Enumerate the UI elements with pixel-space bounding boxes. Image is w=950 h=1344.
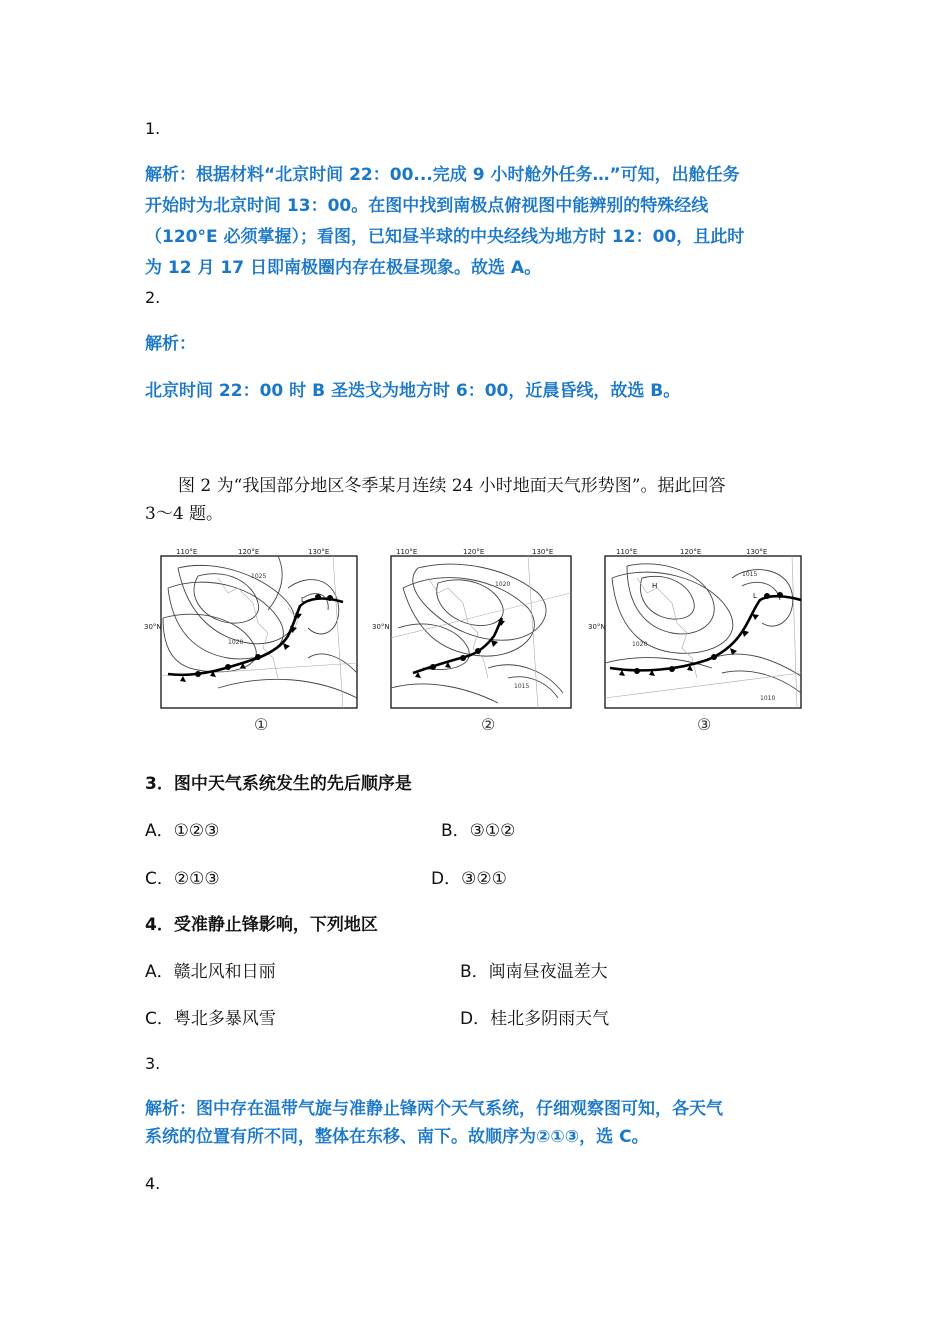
- a3-analysis-line: 系统的位置有所不同，整体在东移、南下。故顺序为②①③，选 C。: [145, 1127, 649, 1147]
- tick-label: 120°E: [463, 548, 485, 556]
- tick-label: 30°N: [144, 623, 162, 631]
- option-letter: B．: [441, 821, 470, 841]
- tick-label: 130°E: [746, 548, 768, 556]
- option-text: ③①②: [469, 821, 516, 841]
- q2-analysis-text: 北京时间 22：00 时 B 圣迭戈为地方时 6：00，近晨昏线，故选 B。: [145, 381, 681, 401]
- isobar-label: 1025: [251, 573, 267, 580]
- q4-option-a[interactable]: [145, 957, 276, 982]
- q1-number: 1.: [145, 119, 161, 138]
- weather-map-1-drawing: [158, 548, 360, 713]
- intro-line2: 3～4 题。: [145, 504, 224, 524]
- option-letter: B．: [460, 962, 489, 982]
- q3-option-a[interactable]: [145, 816, 219, 841]
- q2-analysis-label: 解析：: [145, 334, 196, 354]
- q1-analysis-line: （120°E 必须掌握）；看图，已知昼半球的中央经线为地方时 12：00，且此时: [145, 227, 745, 247]
- map-label-2: ②: [481, 715, 496, 734]
- q3-option-d[interactable]: [431, 864, 507, 889]
- weather-map-3-drawing: [602, 548, 804, 713]
- a3-number: 3.: [145, 1054, 161, 1073]
- tick-label: 130°E: [308, 548, 330, 556]
- tick-label: 110°E: [176, 548, 198, 556]
- q1-analysis: [145, 160, 845, 284]
- a3-analysis: [145, 1095, 845, 1151]
- low-label: L: [301, 596, 305, 604]
- option-letter: D．: [460, 1009, 491, 1029]
- tick-label: 130°E: [532, 548, 554, 556]
- weather-map-2-drawing: [388, 548, 574, 713]
- isobar-label: 1015: [514, 683, 530, 690]
- weather-map-1: [144, 548, 360, 733]
- q4-stem: 4．受准静止锋影响，下列地区: [145, 915, 378, 935]
- isobar-label: 1020: [632, 641, 648, 648]
- option-letter: C．: [145, 869, 174, 889]
- q4-option-b[interactable]: [460, 957, 608, 982]
- q1-analysis-line: 为 12 月 17 日即南极圈内存在极昼现象。故选 A。: [145, 258, 542, 278]
- tick-label: 110°E: [396, 548, 418, 556]
- option-text: 桂北多阴雨天气: [490, 1009, 610, 1029]
- q1-analysis-line: 开始时为北京时间 13：00。在图中找到南极点俯视图中能辨别的特殊经线: [145, 196, 709, 216]
- option-text: ①②③: [173, 821, 220, 841]
- a3-analysis-line: 解析：图中存在温带气旋与准静止锋两个天气系统，仔细观察图可知，各天气: [145, 1099, 723, 1119]
- a4-number: 4.: [145, 1174, 161, 1193]
- option-letter: D．: [431, 869, 462, 889]
- q1-analysis-line: 解析：根据材料“北京时间 22：00...完成 9 小时舱外任务…”可知，出舱任务: [145, 165, 740, 185]
- option-text: ②①③: [173, 869, 220, 889]
- map-label-3: ③: [697, 715, 712, 734]
- tick-label: 120°E: [238, 548, 260, 556]
- option-letter: A．: [145, 821, 174, 841]
- tick-label: 30°N: [588, 623, 606, 631]
- isobar-label: 1020: [495, 581, 511, 588]
- option-text: 闽南昼夜温差大: [488, 962, 608, 982]
- isobar-label: 1010: [760, 695, 776, 702]
- high-label: H: [652, 582, 658, 590]
- isobar-label: 1015: [742, 571, 758, 578]
- tick-label: 110°E: [616, 548, 638, 556]
- tick-label: 120°E: [680, 548, 702, 556]
- map-label-1: ①: [254, 715, 269, 734]
- option-letter: C．: [145, 1009, 174, 1029]
- weather-map-2: [372, 548, 590, 733]
- low-label: L: [753, 592, 757, 600]
- intro-line1: 图 2 为“我国部分地区冬季某月连续 24 小时地面天气形势图”。据此回答: [178, 476, 726, 496]
- q4-option-d[interactable]: [460, 1004, 609, 1029]
- q2-number: 2.: [145, 288, 161, 307]
- q3-option-b[interactable]: [441, 816, 515, 841]
- tick-label: 30°N: [372, 623, 390, 631]
- option-text: ③②①: [461, 869, 507, 889]
- isobar-label: 1020: [228, 639, 244, 646]
- q3-option-c[interactable]: [145, 864, 220, 889]
- weather-map-3: [588, 548, 804, 733]
- option-text: 赣北风和日丽: [173, 962, 276, 982]
- q3-stem: 3．图中天气系统发生的先后顺序是: [145, 774, 412, 794]
- option-letter: A．: [145, 962, 174, 982]
- q4-option-c[interactable]: [145, 1004, 276, 1029]
- option-text: 粤北多暴风雪: [173, 1009, 276, 1029]
